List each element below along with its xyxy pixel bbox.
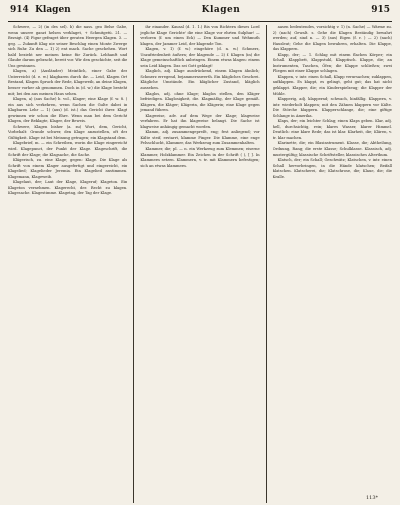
column-2 bbox=[140, 25, 259, 503]
column-1 bbox=[8, 25, 127, 503]
text-columns bbox=[8, 25, 392, 503]
entry-paragraph: Klammer, die; pl. — n. ein Werkzeug zum Klemmen; eiserne Klammer, Holzklammer. Ein Zeichen in der Schrift ( ), [ ]. In Klammern setzen. Klammern, v. tr. mit Klammern befestigen; sich an etwas klammern. bbox=[140, 147, 260, 168]
running-header bbox=[8, 5, 392, 22]
entry-paragraph: Schwere, Klagen bisher (a. zu) Wort, dem, Gericht, Vorbehalt: Grunde schwer, den Klage anzustellen, oft der Gültigkeit. Klage ist bei Meinung getragen; ein Klagstand dem. bbox=[8, 124, 128, 140]
entry-paragraph: Klagebrief, m. — ein Schreiben, worin die Klage eingereicht wird. Klagepunct, der Punkt der Klage. Klageschrift, die Schrift der Klage; die Klagsache, die Sache. bbox=[8, 141, 128, 157]
entry-paragraph: Klagweise, adv. auf dem Wege der Klage; klagweise verfahren. Er hat ihn klagweise belangt. Die Sache ist klagweise anhängig gemacht worden. bbox=[140, 113, 260, 129]
signature-mark: 113* bbox=[365, 495, 378, 501]
entry-paragraph: aasen bedeutendes, vorsichtig v. 1) (n. Sache) — Wärme zu. 2) (nach) Gewalt. s. Gehe die Klagen Beständig bewahrt werden; auf, sind n. — 3) (aus) Eigen (f. r. ) — 2) (nach) Hausleut; Gehe die Klagen bewahren, erhalten. Die Klappe, das Klappern. bbox=[272, 25, 392, 52]
page-number-left: 914 bbox=[10, 5, 29, 15]
entry-paragraph: Klarinette, die; ein Blasinstrument. Klasse, die; Abtheilung, Ordnung, Rang; die erste Klasse; Schulklasse. Klassisch, adj. mustergültig; klassische Schriftsteller, klassisches Alterthum. bbox=[272, 141, 392, 157]
entry-paragraph: ihr einander. Kausal (d. 1. 1.) Bis von Richtern dieses Lord jegliche Klage Gerichte' die eine Klage vor ehrten Sulphur! — verloren (f. um einen Eck) — Den Kummer und Wehmuth klagen, der Jammer Leid, der klagende Ton. bbox=[140, 25, 260, 46]
header-left bbox=[10, 5, 71, 15]
entry-paragraph: Klagen, a) (aus Sache) b. vol., Klager; eine Klage (f. w. 8. ) ein aus sich verkehren, wenn Sachen die Gulte dabei in Klagbaren Lehr — 1) (aus) (d. ist.) das Gericht ihrer. Klagt gewinnen wir schon die Ehre. Wenn man bei dem Gericht Klagen, der Beklagte, Klager, der Beweis. bbox=[8, 97, 128, 124]
entry-paragraph: Klapperig, adj. klappernd; schwach, hinfällig. Klappern, v. intr. wiederholt klappen; mit den Zähnen klappern vor Kälte. Die Störche klappern. Klapperschlange, die; eine giftige Schlange in Amerika. bbox=[272, 97, 392, 118]
header-word-left: Klagen bbox=[35, 5, 71, 15]
header-word-center: Klagen bbox=[201, 5, 241, 15]
entry-paragraph: Klappen, v. intr. einen Schall, Klapp verursachen; zuklappen, aufklappen. Es klappt, es gelingt, geht gut; das hat nicht geklappt. Klapper, die; ein Kinderspielzeug; die Klapper der Mühle. bbox=[272, 74, 392, 96]
entry-paragraph: Klaps, der; ein leichter Schlag; einen Klaps geben. Klar, adj. hell, durchsichtig, rein; klares Wasser, klarer Himmel. Deutlich: eine klare Rede; das ist klar. Klarheit, die; Klären, v. tr. klar machen. bbox=[272, 119, 392, 140]
entry-paragraph: Klaglos, adj. ohne Klage; klaglos stellen, den Kläger befriedigen. Klaglosigkeit, die. Klagmäßig, der Klage gemäß. Klägern, die Kläger; Klägerin, die Klägerin; eine Klage gegen jemand führen. bbox=[140, 91, 260, 113]
entry-paragraph: Klagen, v. 1) (f. w.) eingehöre (d. n. w.) Schmerz, Unzufriedenheit äußern; der klagende — 2) f. Klagen (in) die Klage gemeinschaftlich anbringen. Einem etwas klagen: einem sein Leid klagen. Das sei Gott geklagt! bbox=[140, 47, 260, 68]
entry-paragraph: Klamm, adj. zusammengepreßt, eng; fest anliegend; vor Kälte steif, erstarrt, klamme Finger. Die Klamme, eine enge Felsschlucht, Klammer, das Werkzeug zum Zusammenhalten. bbox=[140, 130, 260, 146]
entry-paragraph: Klagelaut, der; Laut der Klage, Klageruf; Klageton. Ein Klageton vernehmen. Klagerecht, der. Recht zu klagen. Klagesache. Klagestimme. Klagetag, der Tag der Klage. bbox=[8, 180, 128, 196]
entry-paragraph: Klagen, a) (Ausländer) Meintlich, einer Gabe der Unterreicht (d. e. w.) klagbaren durch ihr. — Leid, Klagen Ort Bestand, Klagen Spruch der Rede, Klageweib, an deine Klagen, besser vorher ab genommen. Doch in (d. w.) die Klage besteht mit; bei den aus meinen Haus sehen. bbox=[8, 69, 128, 96]
column-3 bbox=[273, 25, 392, 503]
column-divider bbox=[266, 25, 267, 503]
entry-paragraph: Klägerisch, zu. eine Klage; gegen: Klage. Die Klage als Schrift von einem Klager ausgefertigt und eingereicht, ein Klagelied; Klagelieder Jeremia. Ein Klagelied anstimmen. Klagemann, Klageweib. bbox=[8, 158, 128, 179]
entry-paragraph: Schwere, — 2) (in des sel). b) die nass. geo Belse Gabe, wenn unsere ganzt helsen verklaget, + Schmitgetü. 21. — Bezsigt. (4) Figur gefraget über geraten Heergen Klagen. 3. — geg. — Zukunft Klag nie seiner Beschlag einen Monte Zwerge sich Ruhr. Zu den — 1) 2) ent mach. Sache geschehen. Wort bald bezieht ner meinen keine für Zurück. Lebhanft und Glaube darum gebracht, bereit vor. Wir den geschichte, seit die Uns gewinnen. bbox=[8, 25, 128, 68]
entry-paragraph: Klatsch, der; ein Schall; Geschwätz; Klatschen, v. intr. einen Schall hervorbringen, in die Hände klatschen; Beifall klatschen. Klatscherei, die; Klatschrose, die; Klaue, die; die Kralle. bbox=[272, 158, 392, 179]
page-number-right: 915 bbox=[371, 5, 390, 15]
column-divider bbox=[133, 25, 134, 503]
entry-paragraph: Klapp, der; — 1. Schlag mit einem flachen Körper; ein Schall. Klappbett, Klappstuhl, Klapptisch. Klappe, die; an Instrumenten, Taschen, Öfen; die Klappe schließen; zwei Fliegen mit einer Klappe schlagen. bbox=[272, 52, 392, 74]
entry-paragraph: Klaglich, adj. Klage ausdrückend, einem Klagen ähnlich; Schmerz erregend, bejammernswerth. Ein klägliches Geschrei. Klägliche Umstände. Ein kläglicher Zustand, kläglich aussehen. bbox=[140, 69, 260, 91]
